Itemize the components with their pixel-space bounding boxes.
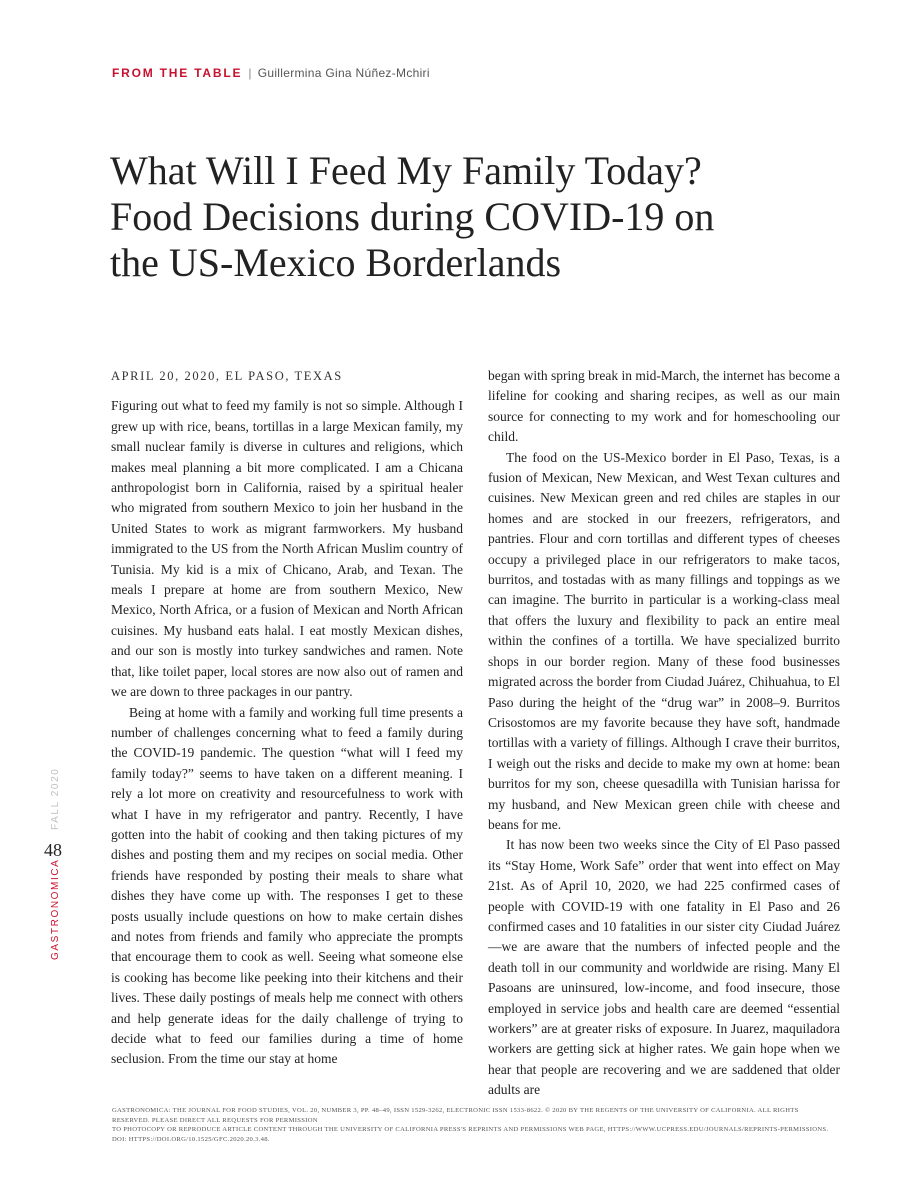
title-line-2: Food Decisions during COVID-19 on (110, 194, 715, 239)
paragraph: The food on the US-Mexico border in El Paso, Texas, is a fusion of Mexican, New Mexican, and West Texan cultures and cuisines. New Mexican green and red chiles are staples in our homes and are stocked in our freezers, refrigerators, and pantries. Flour and corn tortillas and different types of cheeses occupy a privileged place in our refrigerators to make tacos, burritos, and tostadas with as many fillings and toppings as we can imagine. The burrito in particular is a working-class meal that offers the luxury and flexibility to pack an entire meal within the confines of a tortilla. We have specialized burrito shops in our border region. Many of these food businesses migrated across the border from Ciudad Juárez, Chihuahua, to El Paso during the height of the “drug war” in 2008–9. Burritos Crisostomos are my favorite because they have soft, handmade tortillas with a variety of fillings. Although I crave their burritos, I weigh out the risks and decide to make my own at home: bean burritos for my son, cheese quesadilla with Tunisian harissa for my husband, and New Mexican green chile with cheese and beans for me. (488, 449, 840, 832)
running-header (112, 66, 430, 80)
section-label: FROM THE TABLE (112, 66, 243, 80)
paragraph: Figuring out what to feed my family is not so simple. Although I grew up with rice, beans, tortillas in a large Mexican family, my small nuclear family is diverse in cultures and religions, which makes meal planning a bit more complicated. I am a Chicana anthropologist born in California, raised by a spiritual healer who migrated from southern Mexico to join her husband in the United States to work as migrant farmworkers. My husband immigrated to the US from the North African Muslim country of Tunisia. My kid is a mix of Chicano, Arab, and Texan. The meals I prepare at home are from southern Mexico, New Mexico, North Africa, or a fusion of Mexican and North African cuisines. My husband eats halal. I eat mostly Mexican dishes, and our son is mostly into turkey sandwiches and ramen. Note that, like toilet paper, local stores are now also out of ramen and we are down to three packages in our pantry. (111, 398, 463, 700)
issue-label: FALL 2020 (50, 767, 61, 830)
paragraph: It has now been two weeks since the City of El Paso passed its “Stay Home, Work Safe” order that went into effect on May 21st. As of April 10, 2020, we had 225 confirmed cases of people with COVID-19 with one fatality in El Paso and 26 confirmed cases and 10 fatalities in our sister city Ciudad Juárez—we are aware that the numbers of infected people and the death toll in our community and worldwide are rising. Many El Pasoans are uninsured, low-income, and food insecure, those employed in service jobs and health care are deemed “essential workers” are at greater risks of exposure. In Juarez, maquiladora workers are getting sick at higher rates. We gain hope when we hear that people are recovering and we are saddened that older adults are (488, 837, 840, 1098)
copyright-footer (112, 1106, 832, 1144)
footer-line-2: TO PHOTOCOPY OR REPRODUCE ARTICLE CONTENT THROUGH THE UNIVERSITY OF CALIFORNIA PRESS'S REPRINTS AND PERMISSIONS WEB PAGE, HTTPS://WWW.UCPRESS.EDU/JOURNALS/REPRINTS-PERMISSIONS. DOI: HTTPS://DOI.ORG/10.1525/GFC.2020.20.3.48. (112, 1126, 829, 1143)
journal-name: GASTRONOMICA (50, 858, 61, 960)
title-line-3: the US-Mexico Borderlands (110, 240, 562, 285)
page-number: 48 (44, 840, 62, 860)
paragraph: Being at home with a family and working full time presents a number of challenges concerning what to feed a family during the COVID-19 pandemic. The question “what will I feed my family today?” seems to have taken on a different meaning. I rely a lot more on creativity and resourcefulness to work with what I have in my refrigerator and pantry. Recently, I have gotten into the habit of cooking and then taking pictures of my dishes and posting them and my recipes on social media. Other friends have responded by posting their meals to share what dishes they have come up with. The responses I get to these posts usually include questions on how to make certain dishes and notes from friends and family who appreciate the prompts that encourage them to cook as well. Seeing what someone else is cooking has become like peeking into their kitchens and their lives. These daily postings of meals help me connect with others and help generate ideas for the daily challenge of trying to decide what to feed our families during a time of home seclusion. From the time our stay at home (111, 704, 463, 1067)
title-line-1: What Will I Feed My Family Today? (110, 148, 702, 193)
author-name: Guillermina Gina Núñez-Mchiri (257, 66, 430, 80)
text-column-right (488, 366, 840, 1101)
header-separator: | (248, 66, 252, 80)
text-column-left (111, 366, 463, 1070)
dateline: APRIL 20, 2020, EL PASO, TEXAS (111, 369, 343, 383)
article-title (110, 148, 870, 286)
paragraph: began with spring break in mid-March, the internet has become a lifeline for cooking and sharing recipes, as well as our main source for connecting to my work and for homeschooling our child. (488, 368, 841, 445)
page-sidebar (20, 760, 80, 960)
footer-line-1: GASTRONOMICA: THE JOURNAL FOR FOOD STUDIES, VOL. 20, NUMBER 3, PP. 48–49, ISSN 1529-3262, ELECTRONIC ISSN 1533-8622. © 2020 BY THE REGENTS OF THE UNIVERSITY OF CALIFORNIA. ALL RIGHTS RESERVED. PLEASE DIRECT ALL REQUESTS FOR PERMISSION (112, 1107, 799, 1124)
